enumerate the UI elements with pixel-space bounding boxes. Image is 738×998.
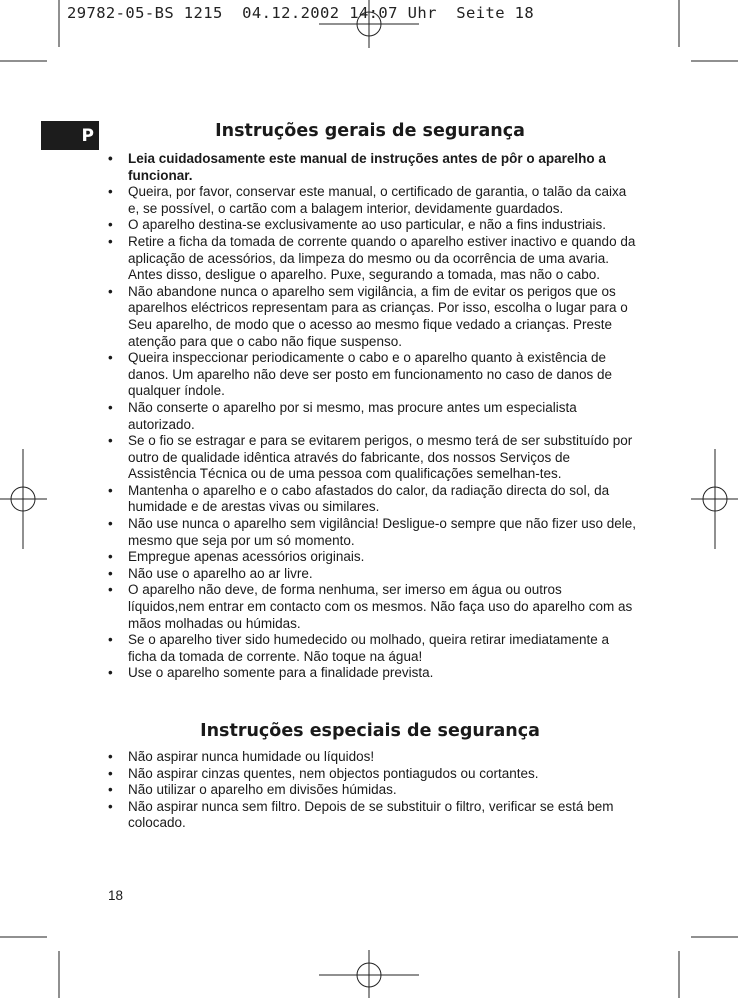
section-title-general-safety: Instruções gerais de segurança: [215, 121, 525, 141]
registration-target-right: [691, 449, 738, 549]
registration-target-bottom: [319, 950, 419, 998]
registration-target-top: [319, 0, 419, 48]
list-item: • Não aspirar nunca humidade ou líquidos!: [105, 749, 637, 766]
list-item: • Retire a ficha da tomada de corrente quando o aparelho estiver inactivo e quando da aplicação de acessórios, da limpeza do mesmo ou da ocorrência de uma avaria. Antes disso, desligue o aparelho. Puxe, segurando a tomada, mas não o cabo.: [105, 234, 637, 284]
general-safety-list: [105, 151, 637, 682]
list-item: • Se o fio se estragar e para se evitarem perigos, o mesmo terá de ser substituído por outro de qualidade idêntica através do fabricante, dos nossos Serviços de Assistência Técnica ou de uma pessoa com qualificações semelhan-tes.: [105, 433, 637, 483]
special-safety-list: [105, 749, 637, 832]
list-item: • Queira, por favor, conservar este manual, o certificado de garantia, o talão da caixa e, se possível, o cartão com a balagem interior, devidamente guardados.: [105, 184, 637, 217]
list-item: • Se o aparelho tiver sido humedecido ou molhado, queira retirar imediatamente a ficha da tomada de corrente. Não toque na água!: [105, 632, 637, 665]
list-item: • Não aspirar cinzas quentes, nem objectos pontiagudos ou cortantes.: [105, 766, 637, 783]
list-item: • Queira inspeccionar periodicamente o cabo e o aparelho quanto à existência de danos. Um aparelho não deve ser posto em funcionamento no caso de danos de qualquer índole.: [105, 350, 637, 400]
section-title-special-safety: Instruções especiais de segurança: [200, 721, 540, 741]
list-item: • Use o aparelho somente para a finalidade prevista.: [105, 665, 637, 682]
registration-target-left: [0, 449, 47, 549]
page-number: 18: [108, 888, 124, 903]
print-slug-header: 29782-05-BS 1215 04.12.2002 14:07 Uhr Seite 18: [67, 4, 535, 22]
list-item: • Não conserte o aparelho por si mesmo, mas procure antes um especialista autorizado.: [105, 400, 637, 433]
list-item: • O aparelho destina-se exclusivamente ao uso particular, e não a fins industriais.: [105, 217, 637, 234]
list-item: • Não abandone nunca o aparelho sem vigilância, a fim de evitar os perigos que os aparelhos eléctricos representam para as crianças. Por isso, escolha o lugar para o Seu aparelho, de modo que o acesso ao mesmo fique vedado a crianças. Preste atenção para que o cabo não fique suspenso.: [105, 284, 637, 350]
list-item: • Não use nunca o aparelho sem vigilância! Desligue-o sempre que não fizer uso dele, mesmo que seja por um só momento.: [105, 516, 637, 549]
list-item: • O aparelho não deve, de forma nenhuma, ser imerso em água ou outros líquidos,nem entrar em contacto com os mesmos. Não faça uso do aparelho com as mãos molhadas ou húmidas.: [105, 582, 637, 632]
language-tab: P: [41, 121, 99, 150]
list-item: • Mantenha o aparelho e o cabo afastados do calor, da radiação directa do sol, da humidade e de arestas vivas ou similares.: [105, 483, 637, 516]
list-item: • Leia cuidadosamente este manual de instruções antes de pôr o aparelho a funcionar.: [105, 151, 637, 184]
list-item: • Não utilizar o aparelho em divisões húmidas.: [105, 782, 637, 799]
list-item: • Não aspirar nunca sem filtro. Depois de se substituir o filtro, verificar se está bem colocado.: [105, 799, 637, 832]
list-item: • Não use o aparelho ao ar livre.: [105, 566, 637, 583]
list-item: • Empregue apenas acessórios originais.: [105, 549, 637, 566]
